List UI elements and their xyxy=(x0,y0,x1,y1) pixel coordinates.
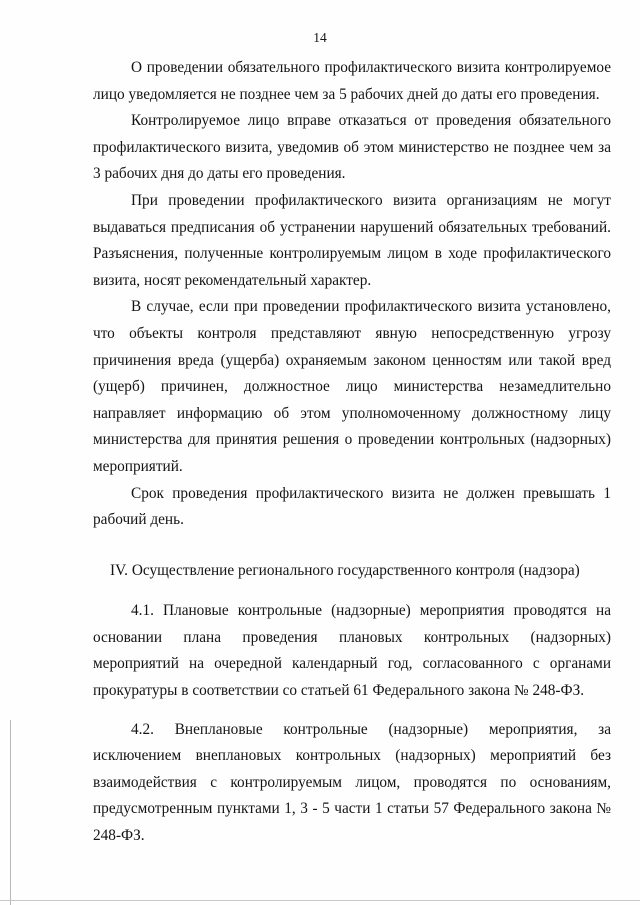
page-number: 14 xyxy=(313,30,327,45)
scan-bottom-line xyxy=(0,900,640,901)
paragraph-threat-case: В случае, если при проведении профилактического визита установлено, что объекты контроля представляют явную непосредственную угрозу причинения вреда (ущерба) охраняемым законом ценностям или такой вред (ущерб) причинен, должностное лицо министерства незамедлительно направляет информацию об этом уполномоченному должностному лицу министерства для принятия решения о проведении контрольных (надзорных) мероприятий. xyxy=(93,298,611,475)
paragraph-visit-notice: О проведении обязательного профилактического визита контролируемое лицо уведомляется не позднее чем за 5 рабочих дней до даты его проведения. xyxy=(93,59,611,103)
paragraph-visit-refusal: Контролируемое лицо вправе отказаться от проведения обязательного профилактического визита, уведомив об этом министерство не позднее чем за 3 рабочих дня до даты его проведения. xyxy=(93,112,611,183)
clause-4-2: 4.2. Внеплановые контрольные (надзорные) мероприятия, за исключением внеплановых контрольных (надзорных) мероприятий без взаимодействия с контролируемым лицом, проводятся по основаниям, предусмотренным пунктами 1, 3 - 5 части 1 статьи 57 Федерального закона № 248-ФЗ. xyxy=(93,720,611,845)
section-heading: IV. Осуществление регионального государственного контроля (надзора) xyxy=(110,561,580,579)
clause-4-1: 4.1. Плановые контрольные (надзорные) мероприятия проводятся на основании плана проведения плановых контрольных (надзорных) мероприятий на очередной календарный год, согласованного с органами прокуратуры в соответствии со статьей 61 Федерального закона № 248-ФЗ. xyxy=(93,602,611,700)
scan-edge-line xyxy=(10,720,11,905)
paragraph-visit-duration: Срок проведения профилактического визита не должен превышать 1 рабочий день. xyxy=(93,484,611,529)
paragraph-no-orders: При проведении профилактического визита организациям не могут выдаваться предписания об устранении нарушений обязательных требований. Разъяснения, полученные контролируемым лицом в ходе профилактического визита, носят рекомендательный характер. xyxy=(93,191,611,289)
document-body xyxy=(93,55,611,850)
